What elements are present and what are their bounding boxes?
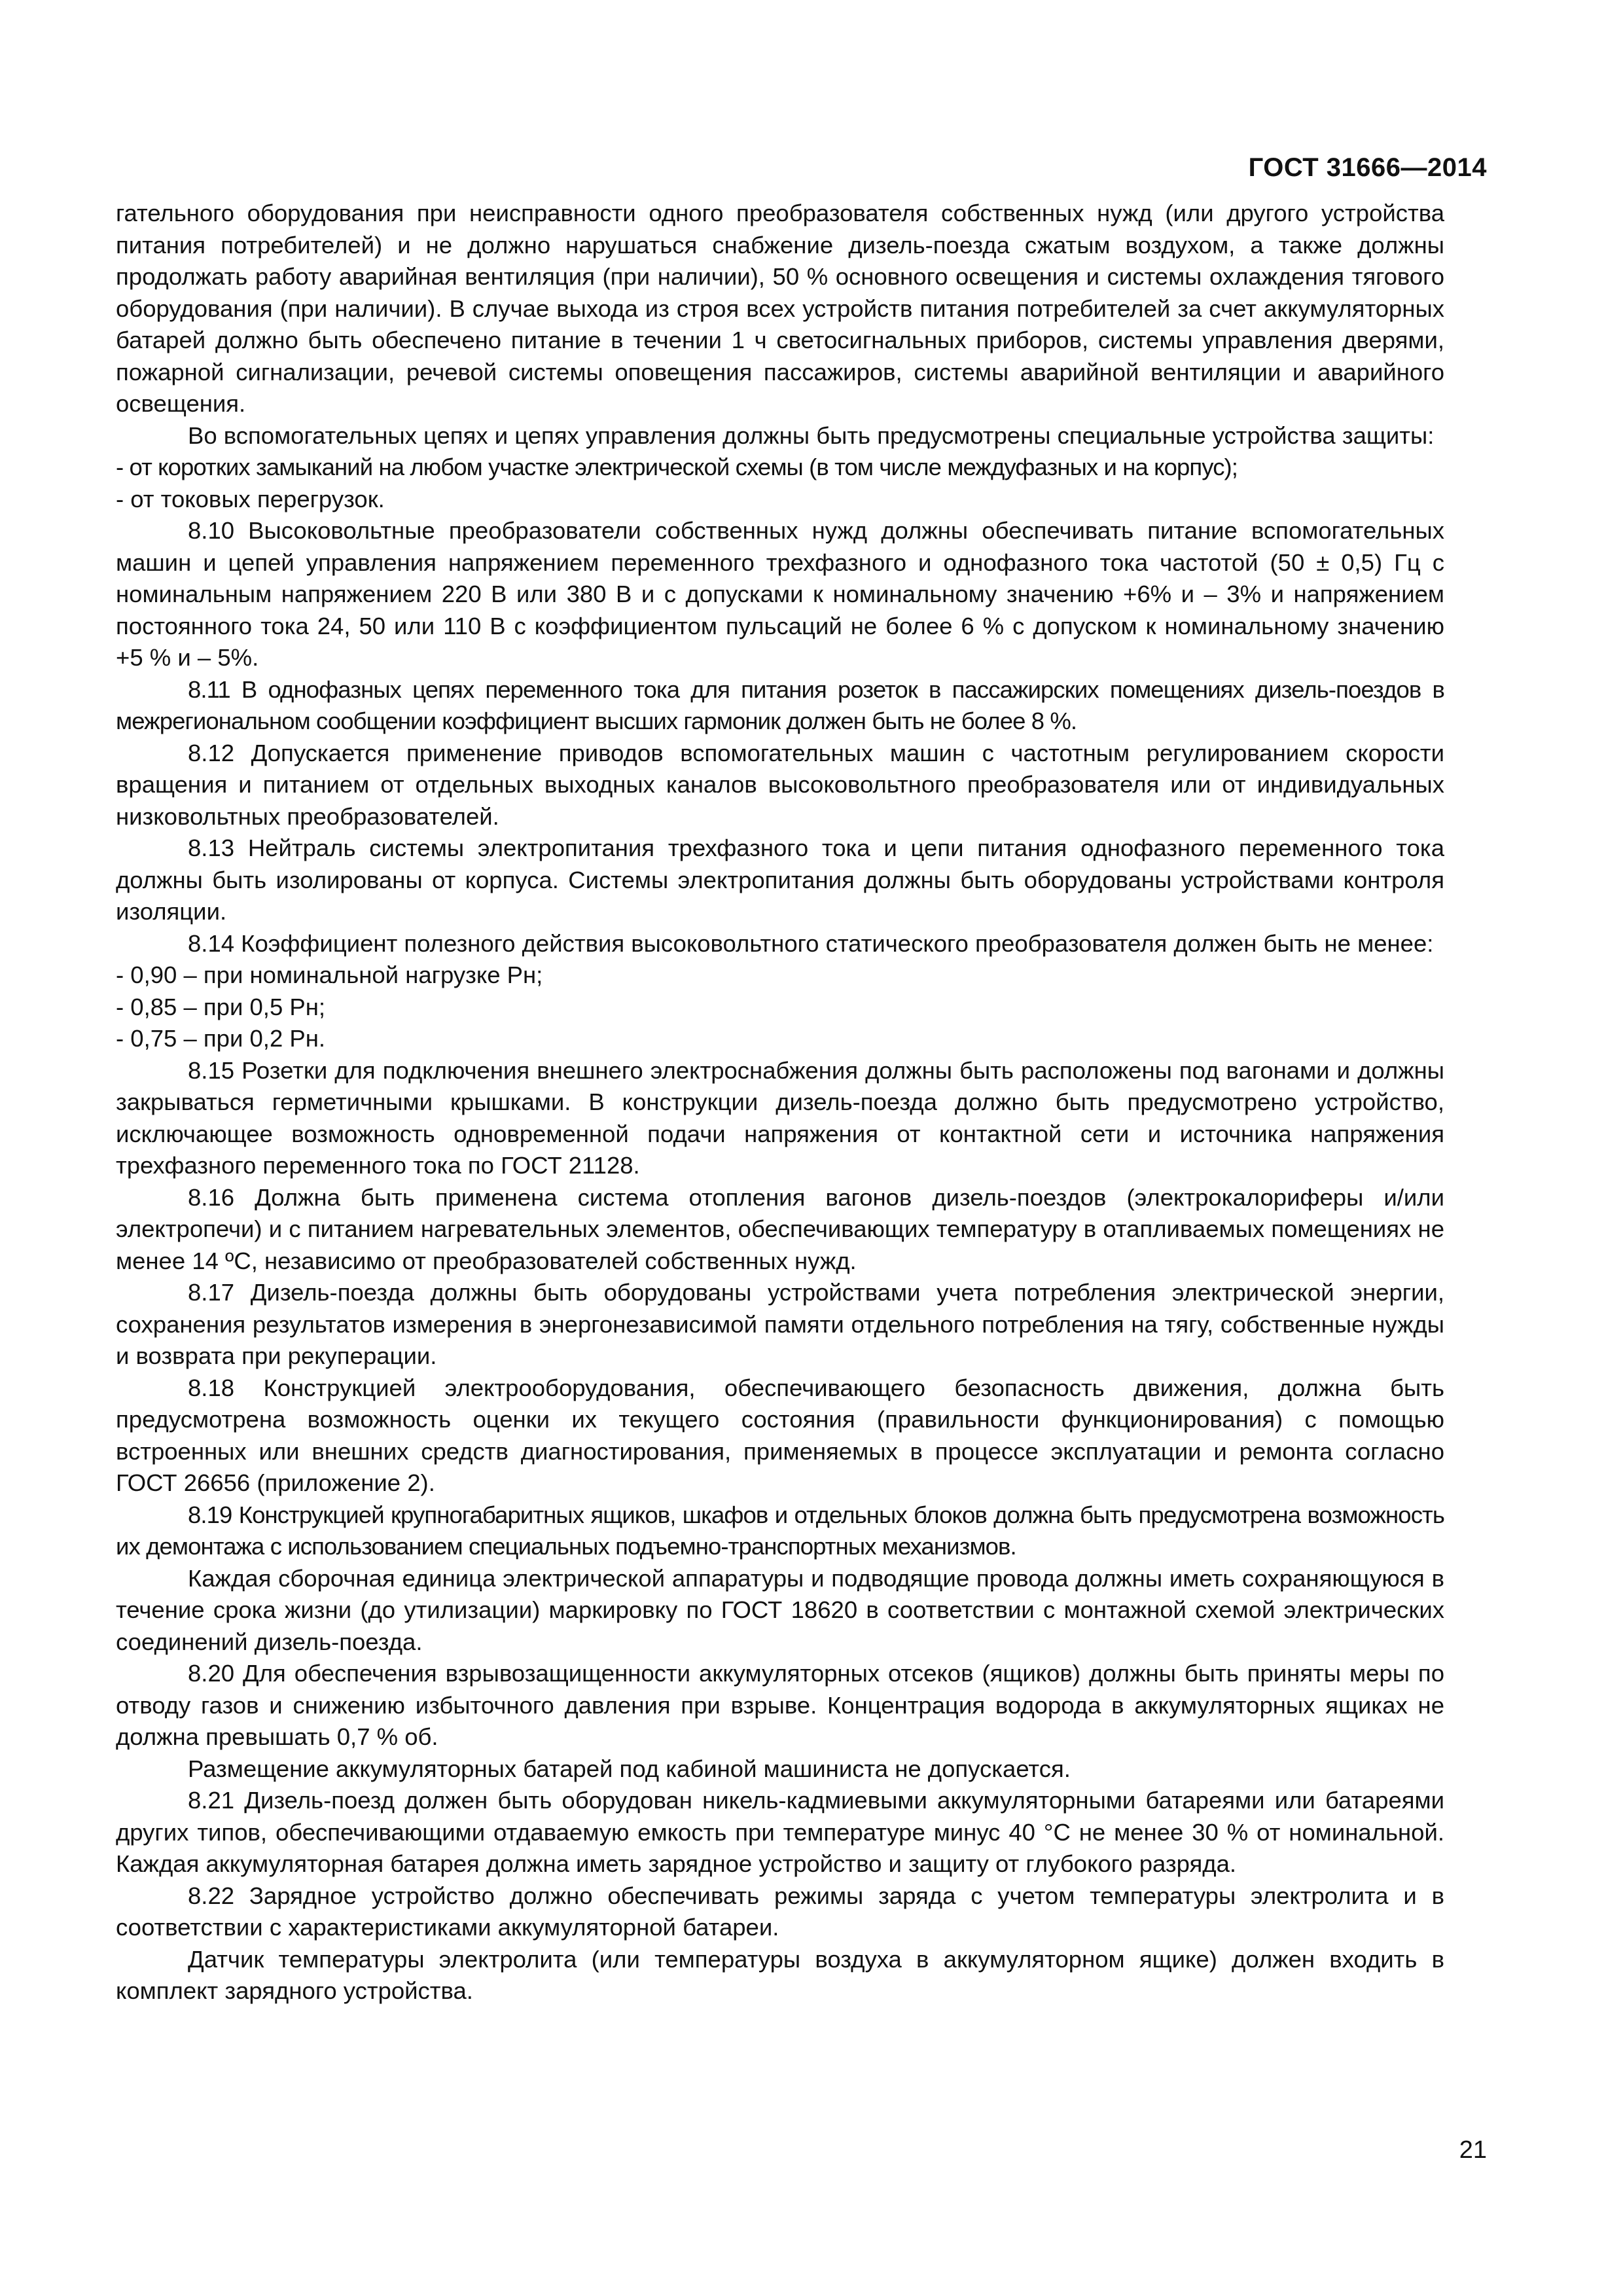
paragraph-continuation: гательного оборудования при неисправности одного преобразователя собственных нужд (или другого устройства питания потребителей) и не должно нарушаться снабжение дизель-поезда сжатым воздухом, а также должны продолжать работу аварийная вентиляция (при наличии), 50 % основного освещения и системы охлаждения тягового оборудования (при наличии). В случае выхода из строя всех устройств питания потребителей за счет аккумуляторных батарей должно быть обеспечено питание в течении 1 ч светосигнальных приборов, системы управления дверями, пожарной сигнализации, речевой системы оповещения пассажиров, системы аварийной вентиляции и аварийного освещения. <box>116 200 1444 417</box>
paragraph-8-21: 8.21 Дизель-поезд должен быть оборудован никель-кадмиевыми аккумуляторными батареями или батареями других типов, обеспечивающими отдаваемую емкость при температуре минус 40 °С не менее 30 % от номинальной. Каждая аккумуляторная батарея должна иметь зарядное устройство и защиту от глубокого разряда. <box>116 1787 1444 1877</box>
paragraph-protection-devices: Во вспомогательных цепях и цепях управления должны быть предусмотрены специальные устройства защиты: <box>188 422 1435 449</box>
paragraph-8-15: 8.15 Розетки для подключения внешнего электроснабжения должны быть расположены под вагонами и должны закрываться герметичными крышками. В конструкции дизель-поезда должно быть предусмотрено устройство, исключающее возможность одновременной подачи напряжения от контактной сети и источника напряжения трехфазного переменного тока по ГОСТ 21128. <box>116 1056 1444 1179</box>
list-item-efficiency-half-load: - 0,85 – при 0,5 Рн; <box>116 993 326 1020</box>
paragraph-8-18: 8.18 Конструкцией электрооборудования, обеспечивающего безопасность движения, должна быть предусмотрена возможность оценки их текущего состояния (правильности функционирования) с помощью встроенных или внешних средств диагностирования, применяемых в процессе эксплуатации и ремонта согласно ГОСТ 26656 (приложение 2). <box>116 1374 1444 1496</box>
paragraph-8-20: 8.20 Для обеспечения взрывозащищенности аккумуляторных отсеков (ящиков) должны быть приняты меры по отводу газов и снижению избыточного давления при взрыве. Концентрация водорода в аккумуляторных ящиках не должна превышать 0,7 % об. <box>116 1660 1444 1750</box>
paragraph-temperature-sensor: Датчик температуры электролита (или температуры воздуха в аккумуляторном ящике) должен входить в комплект зарядного устройства. <box>116 1945 1444 2004</box>
document-header: ГОСТ 31666—2014 <box>1248 153 1487 182</box>
paragraph-8-13: 8.13 Нейтраль системы электропитания трехфазного тока и цепи питания однофазного переменного тока должны быть изолированы от корпуса. Системы электропитания должны быть оборудованы устройствами контроля изоляции. <box>116 834 1444 925</box>
list-item-efficiency-low-load: - 0,75 – при 0,2 Рн. <box>116 1025 326 1052</box>
paragraph-8-16: 8.16 Должна быть применена система отопления вагонов дизель-поездов (электрокалориферы и/или электропечи) и с питанием нагревательных элементов, обеспечивающих температуру в отапливаемых помещениях не менее 14 ºС, независимо от преобразователей собственных нужд. <box>116 1183 1444 1274</box>
paragraph-8-17: 8.17 Дизель-поезда должны быть оборудованы устройствами учета потребления электрической энергии, сохранения результатов измерения в энергонезависимой памяти отдельного потребления на тягу, собственные нужды и возврата при рекуперации. <box>116 1279 1444 1369</box>
paragraph-8-14: 8.14 Коэффициент полезного действия высоковольтного статического преобразователя должен быть не менее: <box>188 929 1434 957</box>
document-body <box>116 198 1444 2007</box>
paragraph-battery-placement: Размещение аккумуляторных батарей под кабиной машиниста не допускается. <box>188 1755 1071 1782</box>
list-item-efficiency-full-load: - 0,90 – при номинальной нагрузке Рн; <box>116 961 543 988</box>
paragraph-8-22: 8.22 Зарядное устройство должно обеспечивать режимы заряда с учетом температуры электролита и в соответствии с характеристиками аккумуляторной батареи. <box>116 1882 1444 1941</box>
paragraph-8-10: 8.10 Высоковольтные преобразователи собственных нужд должны обеспечивать питание вспомогательных машин и цепей управления напряжением переменного трехфазного и однофазного тока частотой (50 ± 0,5) Гц с номинальным напряжением 220 В или 380 В и с допусками к номинальному значению +6% и – 3% и напряжением постоянного тока 24, 50 или 110 В с коэффициентом пульсаций не более 6 % с допуском к номинальному значению +5 % и – 5%. <box>116 517 1444 671</box>
paragraph-8-19: 8.19 Конструкцией крупногабаритных ящиков, шкафов и отдельных блоков должна быть предусмотрена возможность их демонтажа с использованием специальных подъемно-транспортных механизмов. <box>116 1501 1444 1560</box>
paragraph-8-11: 8.11 В однофазных цепях переменного тока для питания розеток в пассажирских помещениях дизель-поездов в межрегиональном сообщении коэффициент высших гармоник должен быть не более 8 %. <box>116 675 1444 734</box>
page-number: 21 <box>1459 2136 1487 2164</box>
list-item-short-circuit: - от коротких замыканий на любом участке электрической схемы (в том числе междуфазных и на корпус); <box>116 454 1238 480</box>
paragraph-8-12: 8.12 Допускается применение приводов вспомогательных машин с частотным регулированием скорости вращения и питанием от отдельных выходных каналов высоковольтного преобразователя или от индивидуальных низковольтных преобразователей. <box>116 739 1444 830</box>
list-item-overload: - от токовых перегрузок. <box>116 485 385 512</box>
paragraph-marking: Каждая сборочная единица электрической аппаратуры и подводящие провода должны иметь сохраняющуюся в течение срока жизни (до утилизации) маркировку по ГОСТ 18620 в соответствии с монтажной схемой электрических соединений дизель-поезда. <box>116 1564 1444 1655</box>
